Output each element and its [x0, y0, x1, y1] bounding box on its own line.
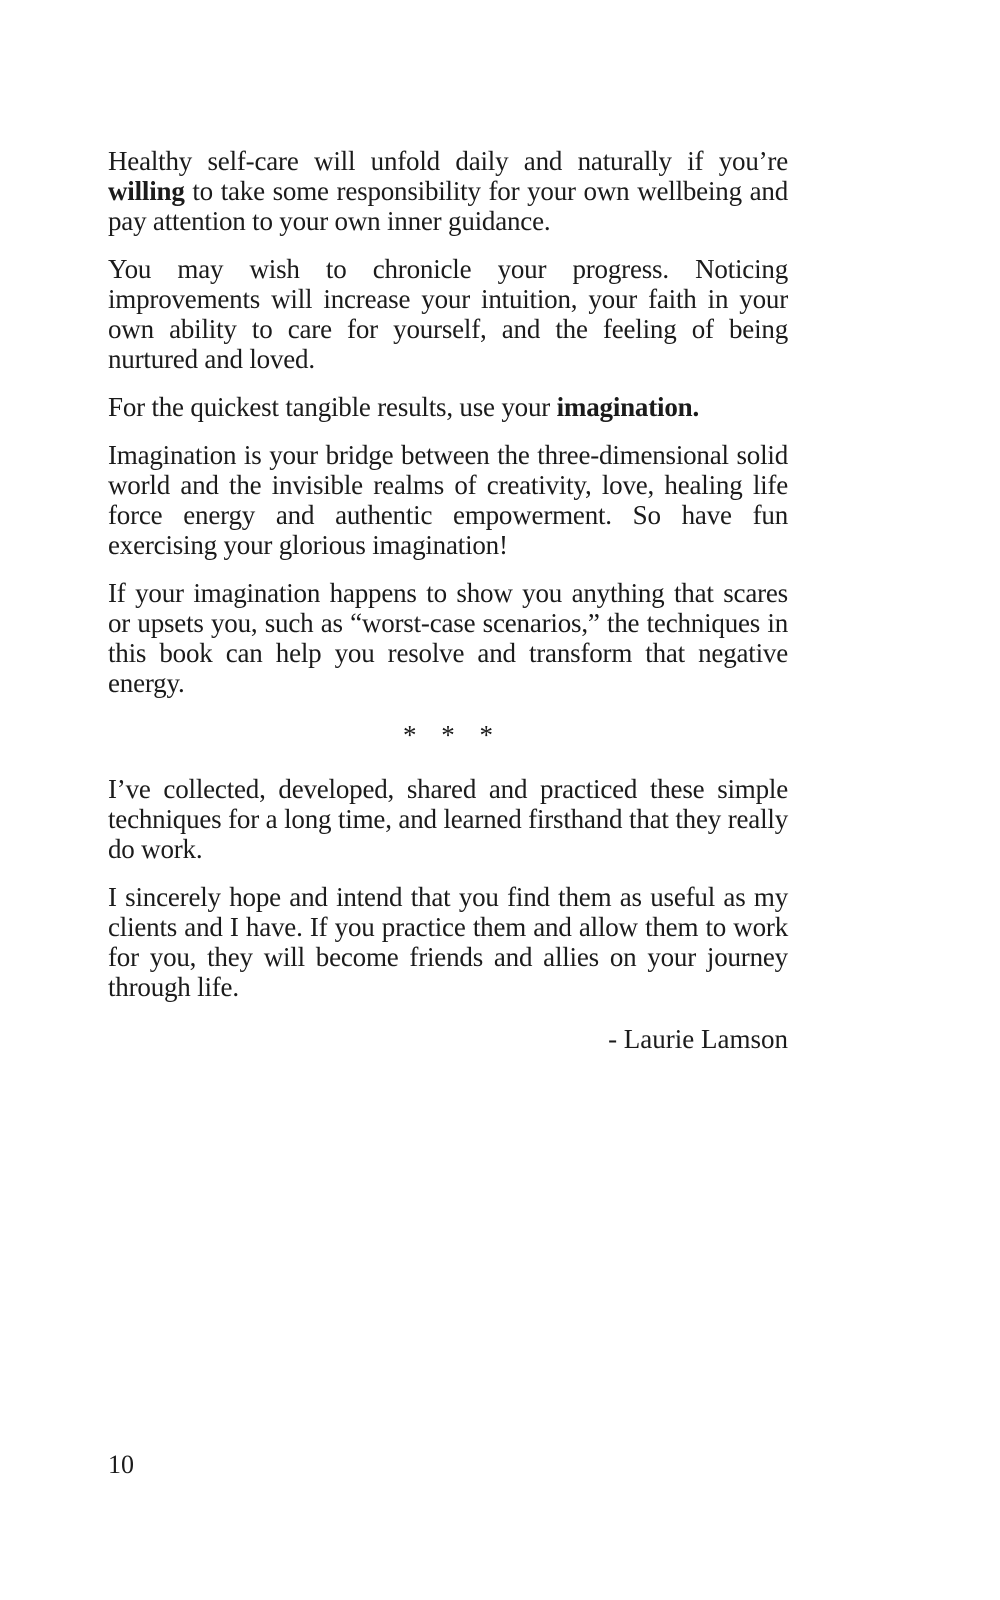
paragraph-5: [108, 578, 788, 698]
paragraph-text: Healthy self-care will unfold daily and naturally if you’re: [108, 146, 788, 176]
paragraph-7: [108, 882, 788, 1002]
paragraph-4: [108, 440, 788, 560]
paragraph-text: If your imagination happens to show you anything that scares or upsets you, such as “worst-case scenarios,” the techniques in this book can help you resolve and transform that negative energy.: [108, 578, 788, 698]
paragraph-text: I’ve collected, developed, shared and practiced these simple techniques for a long time, and learned firsthand that they really do work.: [108, 774, 788, 864]
asterisk-separator: * * *: [403, 720, 493, 750]
paragraph-1: [108, 146, 788, 236]
page-number: 10: [108, 1450, 134, 1479]
bold-word: imagination.: [556, 392, 699, 422]
paragraph-text: You may wish to chronicle your progress. Noticing improvements will increase your intuition, your faith in your own ability to care for yourself, and the feeling of being nurtured and loved.: [108, 254, 788, 374]
paragraph-text: to take some responsibility for your own wellbeing and pay attention to your own inner guidance.: [108, 176, 788, 236]
paragraph-2: [108, 254, 788, 374]
paragraph-6: [108, 774, 788, 864]
paragraph-text: For the quickest tangible results, use your: [108, 392, 557, 422]
bold-word: willing: [108, 176, 185, 206]
author-signature: - Laurie Lamson: [608, 1024, 788, 1054]
paragraph-text: I sincerely hope and intend that you find them as useful as my clients and I have. If you practice them and allow them to work for you, they will become friends and allies on your journey through life.: [108, 882, 788, 1002]
page-content: [108, 146, 788, 1054]
paragraph-text: Imagination is your bridge between the three-dimensional solid world and the invisible realms of creativity, love, healing life force energy and authentic empowerment. So have fun exercising your glorious imagination!: [108, 440, 788, 560]
paragraph-3: [108, 392, 788, 422]
